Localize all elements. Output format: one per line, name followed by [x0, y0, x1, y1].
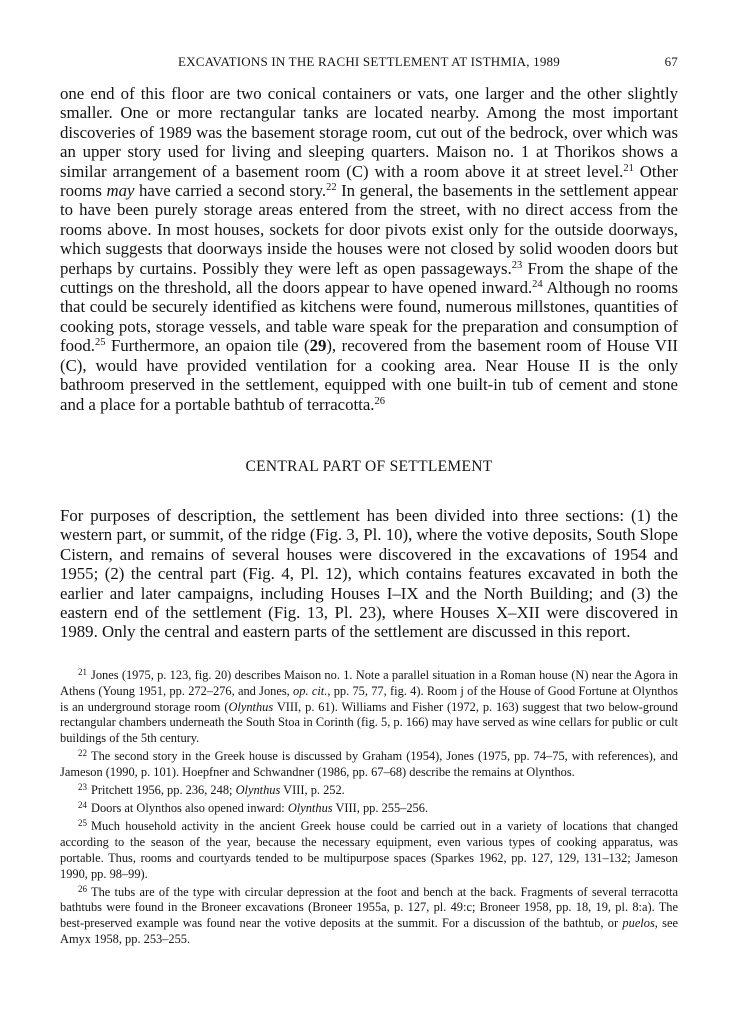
text-run: ), recovered from the basement room of House VII (C), would have provided ventilation for a cooking area. Near House II is the only bathroom preserved in the settlement, equipped with one built-in tub of cement and stone and a place for a portable bathtub of terracotta.: [60, 336, 678, 414]
footnote-23: [60, 783, 678, 799]
text-run: Doors at Olynthos also opened inward:: [91, 801, 288, 815]
emphasis: may: [106, 181, 135, 201]
footnote-ref-24[interactable]: 24: [532, 279, 543, 291]
page-number: 67: [664, 54, 678, 69]
footnote-21: [60, 668, 678, 748]
footnote-ref-23[interactable]: 23: [511, 259, 523, 271]
text-run: Much household activity in the ancient Greek house could be carried out in a variety of locations that changed according to the season of the year, because the necessary equipment, even various types of cooking apparatus, was portable. Thus, rooms and courtyards tended to be multipurpose spaces (Sparkes 1962, pp. 127, 129, 131–132; Jameson 1990, pp. 98–99).: [60, 818, 678, 881]
text-run: VIII, p. 61). Williams and Fisher (1972, p. 163) suggest that two below-ground rectangular chambers underneath the South Stoa in Corinth (fig. 5, p. 166) may have served as wine cellars for public or cult buildings of the 5th century.: [60, 699, 678, 746]
text-run: In general, the basements in the settlement appear to have been purely storage areas entered from the street, with no direct access from the rooms above. In most houses, sockets for door pivots exist only for the outside doorways, which suggests that doorways inside the houses were not closed by solid wooden doors but perhaps by curtains. Possibly they were left as open passageways.: [60, 181, 678, 278]
text-run: Other rooms: [60, 161, 678, 201]
section-heading: CENTRAL PART OF SETTLEMENT: [245, 457, 493, 475]
emphasis: Olynthus: [287, 801, 333, 815]
text-run: have carried a second story.: [134, 181, 327, 201]
footnote-24: [60, 801, 678, 817]
page: [60, 54, 678, 950]
emphasis: op. cit.: [293, 683, 328, 698]
footnotes: [60, 668, 678, 948]
text-run: one end of this floor are two conical containers or vats, one larger and the other slightly smaller. One or more rectangular tanks are located nearby. Among the most important discoveries of 1989 was the basement storage room, cut out of the bedrock, over which was an upper story used for living and sleeping quarters. Maison no. 1 at Thorikos shows a similar arrangement of a basement room (C) with a room above it at street level.: [60, 84, 678, 181]
body-paragraph-1: [60, 84, 678, 414]
body-paragraph-2: For purposes of description, the settlement has been divided into three sections: (1) the western part, or summit, of the ridge (Fig. 3, Pl. 10), where the votive deposits, South Slope Cistern, and remains of several houses were discovered in the excavations of 1954 and 1955; (2) the central part (Fig. 4, Pl. 12), which contains features excavated in both the earlier and later campaigns, including Houses I–IX and the North Building; and (3) the eastern end of the settlement (Fig. 13, Pl. 23), where Houses X–XII were discovered in 1989. Only the central and eastern parts of the settlement are discussed in this report.: [60, 505, 678, 642]
footnote-26: [60, 885, 678, 949]
running-head: [60, 54, 678, 74]
footnote-number: 23: [78, 782, 87, 793]
footnote-ref-25[interactable]: 25: [94, 337, 106, 349]
footnote-ref-22[interactable]: 22: [326, 182, 337, 194]
footnote-number: 22: [78, 748, 87, 759]
catalog-number: 29: [309, 336, 327, 356]
text-run: Furthermore, an opaion tile (: [105, 336, 310, 356]
emphasis: Olynthus: [228, 699, 274, 714]
footnote-ref-21[interactable]: 21: [623, 162, 634, 174]
footnote-number: 21: [78, 666, 87, 677]
footnote-number: 26: [78, 883, 87, 894]
text-run: The second story in the Greek house is discussed by Graham (1954), Jones (1975, pp. 74–75, with references), and Jameson (1990, p. 101). Hoepfner and Schwandner (1986, pp. 67–68) describe the remains at Olynthos.: [60, 749, 678, 780]
text-run: The tubs are of the type with circular depression at the foot and bench at the back. Fragments of several terracotta bathtubs were found in the Broneer excavations (Broneer 1955a, p. 127, pl. 49:c; Broneer 1958, pp. 18, 19, pl. 8:a). The best-preserved example was found near the votive deposits at the summit. For a discussion of the bathtub, or: [60, 884, 678, 931]
footnote-number: 25: [78, 817, 87, 828]
footnote-number: 24: [78, 800, 87, 810]
text-run: VIII, p. 252.: [280, 783, 345, 798]
emphasis: Olynthus: [235, 783, 281, 798]
emphasis: puelos: [622, 916, 655, 931]
text-run: Jones (1975, p. 123, fig. 20) describes Maison no. 1. Note a parallel situation in a Roman house (N) near the Agora in Athens (Young 1951, pp. 272–276, and Jones,: [60, 667, 678, 698]
footnote-22: [60, 749, 678, 781]
text-run: VIII, pp. 255–256.: [332, 801, 429, 815]
text-run: , pp. 75, 77, fig. 4). Room j of the House of Good Fortune at Olynthos is an underground storage room (: [60, 683, 678, 714]
running-title: EXCAVATIONS IN THE RACHI SETTLEMENT AT ISTHMIA, 1989: [178, 54, 560, 69]
footnote-25: [60, 819, 678, 883]
text-run: From the shape of the cuttings on the threshold, all the doors appear to have opened inward.: [60, 258, 678, 298]
footnote-ref-26[interactable]: 26: [374, 395, 385, 407]
text-run: Although no rooms that could be securely identified as kitchens were found, numerous millstones, quantities of cooking pots, storage vessels, and table ware speak for the preparation and consumption of food.: [60, 278, 678, 356]
text-run: Pritchett 1956, pp. 236, 248;: [91, 783, 236, 798]
text-run: , see Amyx 1958, pp. 253–255.: [60, 916, 678, 947]
